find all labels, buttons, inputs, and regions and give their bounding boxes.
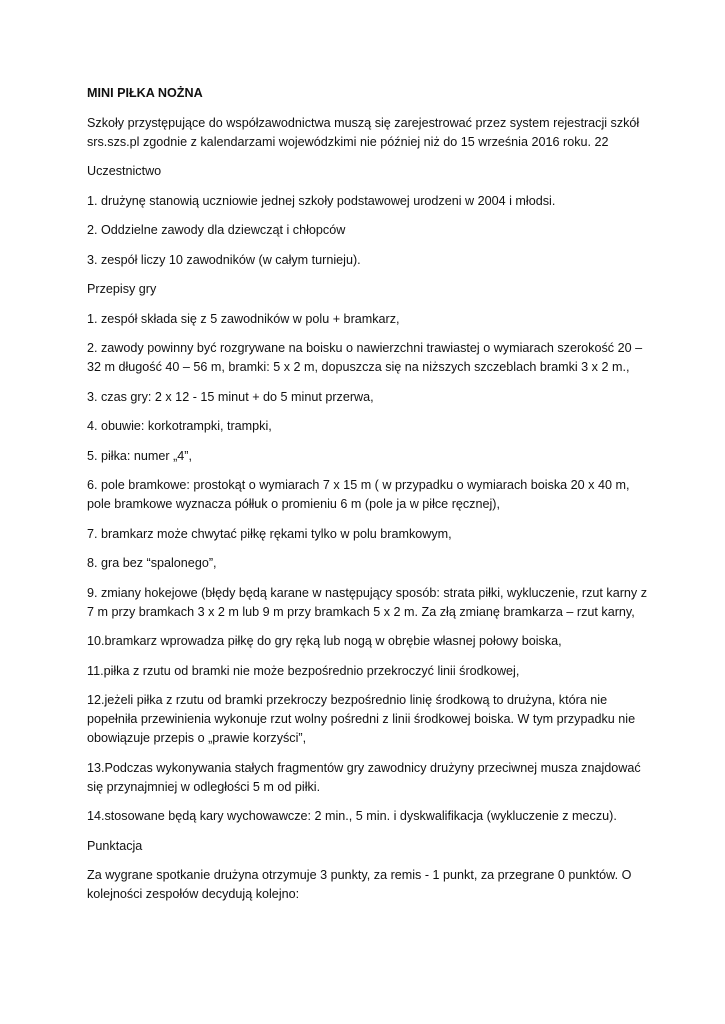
rule-item: 12.jeżeli piłka z rzutu od bramki przekroczy bezpośrednio linię środkową to drużyna, która nie popełniła przewinienia wykonuje rzut wolny pośredni z linii środkowej boiska. W tym przypadku nie obowiązuje przepis o „prawie korzyści”,	[87, 693, 636, 745]
intro-paragraph: Szkoły przystępujące do współzawodnictwa muszą się zarejestrować przez system rejestracji szkół srs.szs.pl zgodnie z kalendarzami wojewódzkimi nie później niż do 15 września 2016 roku. 22	[87, 115, 640, 149]
rules-heading: Przepisy gry	[87, 282, 157, 296]
rule-item: 7. bramkarz może chwytać piłkę rękami tylko w polu bramkowym,	[87, 526, 452, 541]
participants-item: 2. Oddzielne zawody dla dziewcząt i chłopców	[87, 223, 346, 237]
rule-item: 2. zawody powinny być rozgrywane na boisku o nawierzchni trawiastej o wymiarach szerokość 20 – 32 m długość 40 – 56 m, bramki: 5 x 2 m, dopuszcza się na niższych szczeblach bramki 3 x 2 m.,	[87, 341, 643, 374]
rule-item: 3. czas gry: 2 x 12 - 15 minut + do 5 minut przerwa,	[87, 389, 374, 404]
participants-item: 3. zespół liczy 10 zawodników (w całym turnieju).	[87, 252, 361, 267]
rule-item: 10.bramkarz wprowadza piłkę do gry ręką lub nogą w obrębie własnej połowy boiska,	[87, 634, 562, 648]
rule-item: 14.stosowane będą kary wychowawcze: 2 min., 5 min. i dyskwalifikacja (wykluczenie z meczu).	[87, 809, 617, 823]
scoring-heading: Punktacja	[87, 838, 143, 853]
document-title: MINI PIŁKA NOŻNA	[87, 86, 203, 100]
rule-item: 11.piłka z rzutu od bramki nie może bezpośrednio przekroczyć linii środkowej,	[87, 663, 520, 678]
participants-item: 1. drużynę stanowią uczniowie jednej szkoły podstawowej urodzeni w 2004 i młodsi.	[87, 193, 556, 208]
rule-item: 6. pole bramkowe: prostokąt o wymiarach 7 x 15 m ( w przypadku o wymiarach boiska 20 x 40 m, pole bramkowe wyznacza półłuk o promieniu 6 m (pole ja w piłce ręcznej),	[87, 478, 630, 511]
document-body	[87, 84, 647, 915]
rule-item: 4. obuwie: korkotrampki, trampki,	[87, 419, 272, 433]
participants-heading: Uczestnictwo	[87, 164, 162, 178]
rule-item: 8. gra bez “spalonego”,	[87, 556, 217, 570]
rule-item: 1. zespół składa się z 5 zawodników w polu + bramkarz,	[87, 311, 400, 326]
rule-item: 13.Podczas wykonywania stałych fragmentów gry zawodnicy drużyny przeciwnej musza znajdować się przynajmniej w odległości 5 m od piłki.	[87, 760, 641, 794]
rule-item: 5. piłka: numer „4”,	[87, 448, 192, 463]
rule-item: 9. zmiany hokejowe (błędy będą karane w następujący sposób: strata piłki, wykluczenie, rzut karny z 7 m przy bramkach 3 x 2 m lub 9 m przy bramkach 5 x 2 m. Za złą zmianę bramkarza – rzut karny,	[87, 585, 647, 619]
scoring-paragraph: Za wygrane spotkanie drużyna otrzymuje 3 punkty, za remis - 1 punkt, za przegrane 0 punktów. O kolejności zespołów decydują kolejno:	[87, 868, 632, 901]
